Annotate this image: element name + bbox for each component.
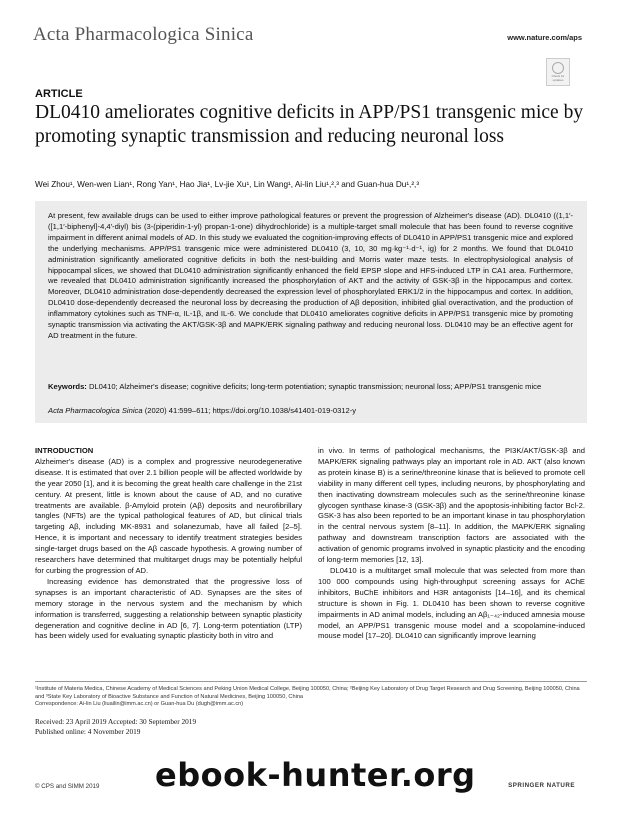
keywords: [48, 382, 573, 393]
citation-journal: Acta Pharmacologica Sinica: [48, 406, 143, 415]
affiliation-text: ¹Institute of Materia Medica, Chinese Academy of Medical Sciences and Peking Union Medical College, Beijing 100050, China; ²Beijing Key Laboratory of Drug Target Research and Drug Screening, Beijing 100050, China and ³State Key Laboratory of Bioactive Substance and Function of Natural Medicines, Beijing 100050, China: [35, 686, 580, 700]
author-list: Wei Zhou¹, Wen-wen Lian¹, Rong Yan¹, Hao Jia¹, Lv-jie Xu¹, Lin Wang¹, Ai-lin Liu¹,²,³ and Guan-hua Du¹,²,³: [35, 180, 420, 189]
publisher-logo: SPRINGER NATURE: [508, 782, 575, 789]
update-icon: [552, 62, 564, 74]
paragraph: in vivo. In terms of pathological mechanisms, the PI3K/AKT/GSK-3β and MAPK/ERK signaling pathways play an important role in AD. AKT (also known as protein kinase B) is a serine/threonine kinase that is believed to promote cell viability in many different cell types, including neurons, by phosphorylating and then inactivating downstream molecules such as the serine/threonine kinase glycogen synthase kinase-3 (GSK-3β) and the apoptosis-inhibiting factor Bcl-2. GSK-3 has also been reported to be an important kinase in tau phosphorylation in the central nervous system [8–11]. In addition, the MAPK/ERK signaling pathway and downstream transcription factors are associated with the activation of genomic programs involved in synaptic plasticity and the encoding of long-term memories [12, 13].: [318, 446, 585, 565]
received-accepted: Received: 23 April 2019 Accepted: 30 September 2019: [35, 717, 197, 726]
copyright: © CPS and SIMM 2019: [35, 783, 100, 790]
affiliations: [35, 686, 590, 709]
paragraph: Increasing evidence has demonstrated that the progressive loss of synapses is an important characteristic of AD. Synapses are the sites of memory storage in the nervous system and the mechanism by which information is transferred, suggesting a relationship between synaptic plasticity degeneration and cognitive decline in AD [6, 7]. Long-term potentiation (LTP) has been widely used for evaluating synaptic plasticity both in vitro and: [35, 576, 302, 641]
check-for-updates-badge[interactable]: [546, 58, 570, 86]
watermark: ebook-hunter.org: [155, 756, 476, 794]
keywords-label: Keywords:: [48, 382, 87, 391]
check-badge-text: Check for updates: [551, 74, 565, 82]
keywords-list: DL0410; Alzheimer's disease; cognitive deficits; long-term potentiation; synaptic transmission; neuronal loss; APP/PS1 transgenic mice: [88, 382, 542, 391]
section-heading-introduction: INTRODUCTION: [35, 446, 94, 455]
article-dates: [35, 717, 196, 736]
article-title: DL0410 ameliorates cognitive deficits in APP/PS1 transgenic mice by promoting synaptic transmission and reducing neuronal loss: [35, 102, 584, 147]
body-column-left: [35, 446, 302, 642]
citation: [48, 406, 356, 415]
journal-name: Acta Pharmacologica Sinica: [33, 24, 254, 45]
footnote-divider: [35, 681, 587, 682]
paragraph: DL0410 is a multitarget small molecule that was selected from more than 100 000 compounds using high-throughput screening assays for AChE inhibitors, BuChE inhibitors and H3R antagonists [14–16], and its chemical structure is shown in Fig. 1. DL0410 has been shown to reverse cognitive impairments in AD animal models, including an Aβ₁₋₄₂-induced amnesia mouse model, an APP/PS1 transgenic mouse model and a scopolamine-induced mouse model [17–20]. DL0410 can significantly improve learning: [318, 565, 585, 641]
correspondence: Correspondence: Ai-lin Liu (liuailin@imm.ac.cn) or Guan-hua Du (dugh@imm.ac.cn): [35, 701, 244, 708]
paragraph: Alzheimer's disease (AD) is a complex and progressive neurodegenerative disease. It is estimated that over 2.1 billion people will be affected worldwide by the year 2050 [1], and it is becoming the great health care challenge in the 21st century. At present, little is known about the cause of AD, and no curative treatments are available. β-Amyloid protein (Aβ) deposits and neurofibrillary tangles (NFTs) are the typical pathological features of AD, but clinical trials targeting Aβ, including MK-8931 and solanezumab, have all failed [2–5]. Hence, it is important and necessary to identify treatment strategies besides single-target drugs based on the Aβ cascade hypothesis. A growing number of researchers have determined that multitarget drugs may be potentially helpful for curbing the progression of AD.: [35, 456, 302, 575]
journal-url[interactable]: www.nature.com/aps: [507, 33, 582, 42]
citation-doi[interactable]: (2020) 41:599–611; https://doi.org/10.1038/s41401-019-0312-y: [144, 406, 357, 415]
body-column-right: [318, 446, 585, 642]
article-type-label: ARTICLE: [35, 88, 83, 100]
published-online: Published online: 4 November 2019: [35, 726, 141, 736]
abstract-text: At present, few available drugs can be used to either improve pathological features or prevent the progression of Alzheimer's disease (AD). DL0410 ((1,1′-([1,1′-biphenyl]-4,4′-diyl) bis (3-(piperidin-1-yl) propan-1-one) dihydrochloride) is a multiple-target small molecule that has been found to reverse cognitive impairment in different animal models of AD. In this study we evaluated the cognition-improving effects of DL0410 in APP/PS1 transgenic mice and explored the underlying mechanisms. APP/PS1 transgenic mice were administered DL0410 (3, 10, 30 mg·kg⁻¹·d⁻¹, ig) for 2 months. We found that DL0410 administration significantly ameliorated cognitive deficits in both the nest-building and Morris water maze tests. In electrophysiological analysis of hippocampal slices, we showed that DL0410 administration significantly enhanced the field EPSP slope and HFS-induced LTP in CA1 area. Furthermore, we revealed that DL0410 administration significantly increased the phosphorylation of AKT and the activity of GSK-3β in the hippocampus and cortex. Moreover, DL0410 administration dose-dependently decreased the expression level of phosphorylated ERK1/2 in the hippocampus and cortex. In addition, DL0410 dose-dependently decreased the neuronal loss by decreasing the production of Aβ deposition, inhibited glial overactivation, and the production of inflammatory cytokines such as TNF-α, IL-1β, and IL-6. We conclude that DL0410 ameliorates cognitive deficits in APP/PS1 transgenic mice by promoting synaptic transmission via activating the AKT/GSK-3β and MAPK/ERK signaling pathway and reducing neuronal loss. DL0410 may be an effective agent for AD treatment in the future.: [48, 211, 573, 340]
